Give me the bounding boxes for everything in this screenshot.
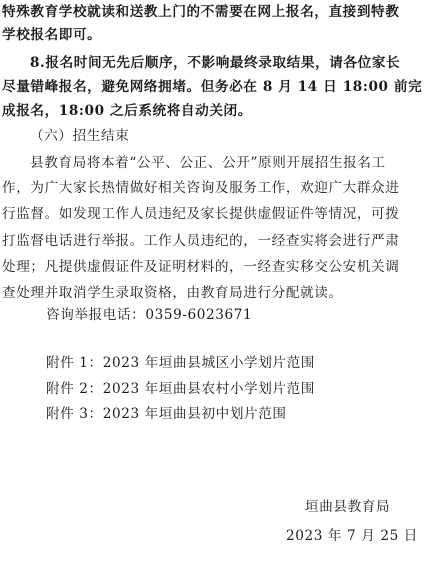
- section-6-line-2: 作，为广大家长热情做好相关咨询及服务工作，欢迎广大群众进: [2, 180, 400, 196]
- issuing-organization: 垣曲县教育局: [305, 499, 391, 515]
- section-6-line-4: 打监督电话进行举报。工作人员违纪的，一经查实将会进行严肃: [2, 233, 400, 249]
- section-6-line-6: 查处理并取消学生录取资格，由教育局进行分配就读。: [2, 285, 343, 301]
- item-8-line-1: 8.报名时间无先后顺序，不影响最终录取结果，请各位家长: [30, 55, 401, 71]
- issue-date: 2023 年 7 月 25 日: [286, 528, 418, 544]
- item-8-line-3: 成报名，18:00 之后系统将自动关闭。: [2, 103, 252, 119]
- section-6-heading: （六）招生结束: [30, 128, 130, 144]
- hotline: 咨询举报电话：0359-6023671: [46, 307, 253, 323]
- attachment-1: 附件 1：2023 年垣曲县城区小学划片范围: [46, 355, 315, 371]
- section-6-line-1: 县教育局将本着“公平、公正、公开”原则开展招生报名工: [30, 155, 386, 171]
- special-school-line-2: 学校报名即可。: [2, 27, 102, 43]
- special-school-line-1: 特殊教育学校就读和送教上门的不需要在网上报名，直接到特教: [2, 4, 400, 20]
- attachment-2: 附件 2：2023 年垣曲县农村小学划片范围: [46, 381, 315, 397]
- attachment-3: 附件 3：2023 年垣曲县初中划片范围: [46, 406, 287, 422]
- item-8-line-2: 尽量错峰报名，避免网络拥堵。但务必在 8 月 14 日 18:00 前完: [2, 79, 423, 95]
- section-6-line-5: 处理；凡提供虚假证件及证明材料的，一经查实移交公安机关调: [2, 259, 400, 275]
- section-6-line-3: 行监督。如发现工作人员违纪及家长提供虚假证件等情况，可拨: [2, 206, 400, 222]
